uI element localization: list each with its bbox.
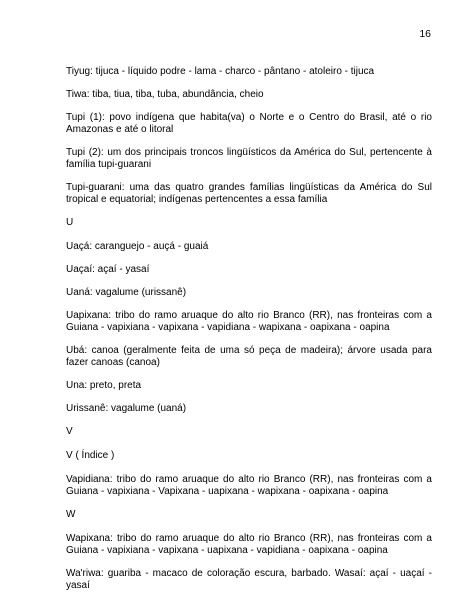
section-letter-w: W bbox=[66, 509, 76, 520]
entry-urissane: Urissanê: vagalume (uaná) bbox=[66, 403, 187, 414]
entry-uana: Uaná: vagalume (urissanê) bbox=[66, 287, 187, 298]
entry-uapixana: Uapixana: tribo do ramo aruaque do alto rio Branco (RR), nas fronteiras com a Guiana - vapixiana - vapixana - vapidiana - wapixana - oapixana - oapina bbox=[66, 310, 432, 333]
entry-vapidiana: Vapidiana: tribo do ramo aruaque do alto rio Branco (RR), nas fronteiras com a Guiana - vapixiana - Vapixana - uapixana - wapixana - oapixana - oapina bbox=[66, 474, 432, 497]
entry-uacai: Uaçaí: açaí - yasaí bbox=[66, 264, 150, 275]
index-link-v[interactable]: V ( Índice ) bbox=[66, 450, 115, 461]
glossary-content bbox=[66, 66, 432, 603]
page-number: 16 bbox=[419, 28, 431, 40]
entry-tupi-guarani: Tupi-guarani: uma das quatro grandes famílias lingüísticas da América do Sul tropical e equatorial; indígenas pertencentes a essa família bbox=[66, 182, 432, 205]
entry-uaca: Uaçá: caranguejo - auçá - guaiá bbox=[66, 241, 209, 252]
entry-wariwa: Wa'riwa: guariba - macaco de coloração escura, barbado. Wasaí: açaí - uaçaí - yasaí bbox=[66, 568, 432, 591]
section-letter-v: V bbox=[66, 426, 73, 437]
entry-tiyug: Tiyug: tijuca - líquido podre - lama - charco - pântano - atoleiro - tijuca bbox=[66, 66, 375, 77]
section-letter-u: U bbox=[66, 217, 74, 228]
entry-tupi-2: Tupi (2): um dos principais troncos lingüísticos da América do Sul, pertencente à família tupi-guarani bbox=[66, 147, 432, 170]
entry-una: Una: preto, preta bbox=[66, 380, 142, 391]
entry-tiwa: Tiwa: tiba, tiua, tiba, tuba, abundância, cheio bbox=[66, 89, 264, 100]
entry-tupi-1: Tupi (1): povo indígena que habita(va) o Norte e o Centro do Brasil, até o rio Amazonas e até o litoral bbox=[66, 112, 432, 135]
entry-uba: Ubá: canoa (geralmente feita de uma só peça de madeira); árvore usada para fazer canoas (canoa) bbox=[66, 345, 432, 368]
entry-wapixana: Wapixana: tribo do ramo aruaque do alto rio Branco (RR), nas fronteiras com a Guiana - vapixiana - vapixana - uapixana - vapidiana - oapixana - oapina bbox=[66, 533, 432, 556]
